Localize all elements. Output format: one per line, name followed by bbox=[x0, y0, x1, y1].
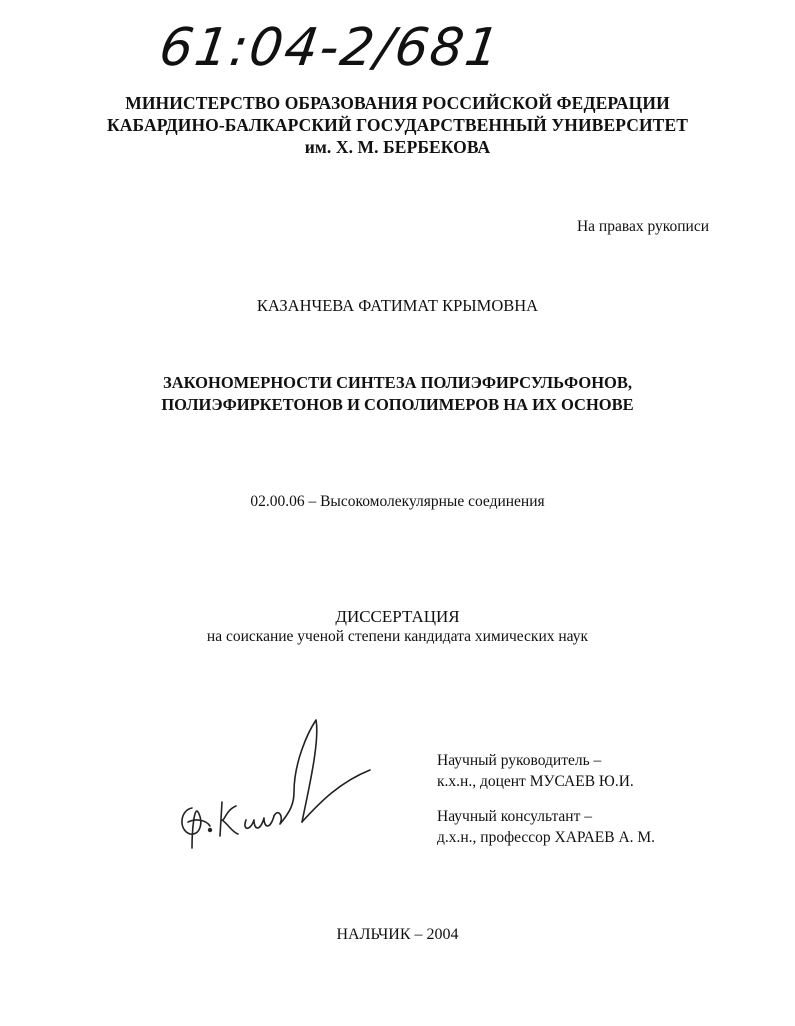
title-line-2: ПОЛИЭФИРКЕТОНОВ И СОПОЛИМЕРОВ НА ИХ ОСНОВЕ bbox=[161, 395, 634, 414]
consultant-role: Научный консультант – bbox=[437, 808, 592, 825]
institution-header bbox=[0, 92, 795, 158]
title-line-1: ЗАКОНОМЕРНОСТИ СИНТЕЗА ПОЛИЭФИРСУЛЬФОНОВ, bbox=[162, 373, 632, 392]
city-year: НАЛЬЧИК – 2004 bbox=[336, 926, 459, 943]
author-signature bbox=[170, 712, 380, 862]
supervisor-role: Научный руководитель – bbox=[437, 752, 602, 769]
ministry-name: МИНИСТЕРСТВО ОБРАЗОВАНИЯ РОССИЙСКОЙ ФЕДЕРАЦИИ bbox=[125, 93, 670, 113]
university-named-after: им. Х. М. БЕРБЕКОВА bbox=[304, 137, 491, 157]
university-name: КАБАРДИНО-БАЛКАРСКИЙ ГОСУДАРСТВЕННЫЙ УНИВЕРСИТЕТ bbox=[106, 115, 689, 135]
supervisor-name: к.х.н., доцент МУСАЕВ Ю.И. bbox=[437, 773, 634, 790]
dissertation-heading: ДИССЕРТАЦИЯ bbox=[335, 607, 460, 626]
author-name: КАЗАНЧЕВА ФАТИМАТ КРЫМОВНА bbox=[256, 296, 539, 315]
rights-note: На правах рукописи bbox=[576, 218, 709, 235]
consultant-name: д.х.н., профессор ХАРАЕВ А. М. bbox=[437, 829, 656, 846]
dissertation-subheading: на соискание ученой степени кандидата химических наук bbox=[206, 628, 589, 645]
archive-code-handwritten: 61:04-2/681 bbox=[155, 18, 505, 78]
specialty-code: 02.00.06 – Высокомолекулярные соединения bbox=[250, 493, 545, 510]
advisors-block bbox=[437, 750, 655, 848]
dissertation-title bbox=[0, 372, 795, 416]
